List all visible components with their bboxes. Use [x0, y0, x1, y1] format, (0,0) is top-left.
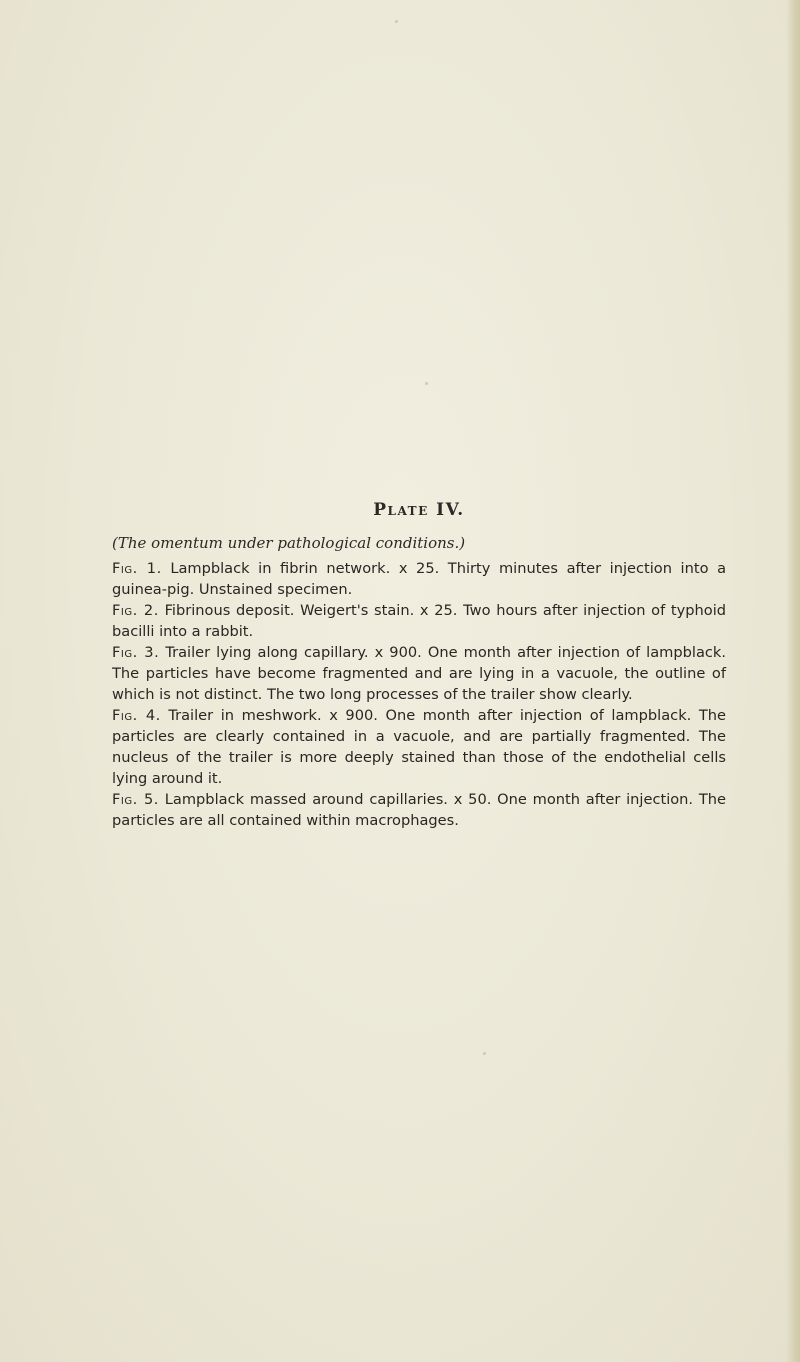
- figure-label: Fig. 5.: [112, 791, 159, 808]
- plate-title: Plate IV.: [373, 500, 465, 520]
- paper-speck: [395, 20, 398, 23]
- figure-label: Fig. 2.: [112, 602, 159, 619]
- plate-subtitle: (The omentum under pathological conditions.): [112, 534, 466, 552]
- page-edge: [786, 0, 800, 1362]
- paper-speck: [425, 382, 428, 385]
- figure-label: Fig. 4.: [112, 707, 161, 724]
- figure-text: Lampblack in fibrin network. x 25. Thirty minutes after injection into a guinea-pig. Unstained specimen.: [112, 560, 727, 598]
- figure-caption-3: [112, 642, 726, 705]
- figure-text: Fibrinous deposit. Weigert's stain. x 25. Two hours after injection of typhoid bacilli into a rabbit.: [112, 602, 727, 640]
- figure-caption-2: [112, 600, 726, 642]
- figure-text: Trailer lying along capillary. x 900. One month after injection of lampblack. The particles have become fragmented and are lying in a vacuole, the outline of which is not distinct. The two long processes of the trailer show clearly.: [112, 644, 727, 703]
- figure-label: Fig. 1.: [112, 560, 162, 577]
- figure-caption-1: [112, 558, 726, 600]
- figure-text: Lampblack massed around capillaries. x 50. One month after injection. The particles are all contained within macrophages.: [112, 791, 727, 829]
- paper-speck: [483, 1052, 486, 1055]
- plate-caption: [112, 500, 726, 831]
- figure-text: Trailer in meshwork. x 900. One month after injection of lampblack. The particles are clearly contained in a vacuole, and are partially fragmented. The nucleus of the trailer is more deeply stained than those of the endothelial cells lying around it.: [112, 707, 727, 787]
- figure-caption-4: [112, 705, 726, 789]
- figure-label: Fig. 3.: [112, 644, 160, 661]
- figure-caption-5: [112, 789, 726, 831]
